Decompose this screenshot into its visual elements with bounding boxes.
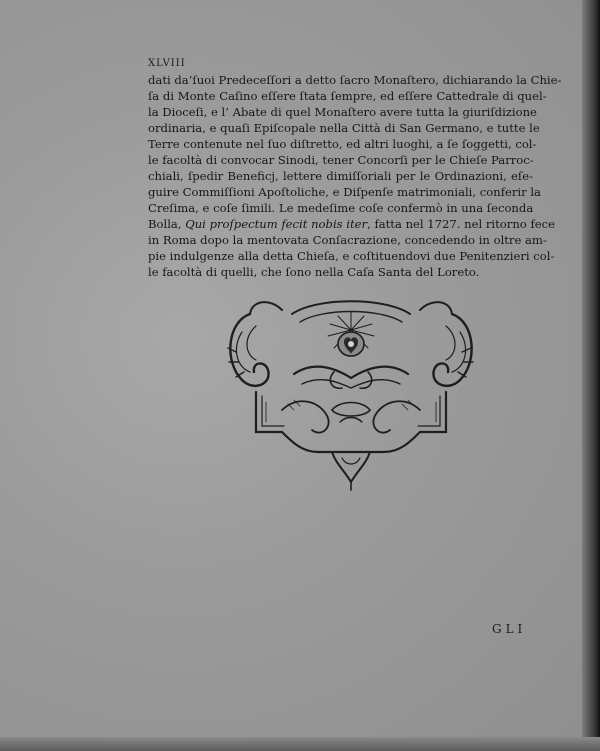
text-line: dati da’ſuoi Predeceſſori a detto ſacro Monaſtero, dichiarando la Chie- — [148, 73, 562, 87]
text-line: pie indulgenze alla detta Chieſa, e coſtituendovi due Penitenzieri col- — [148, 249, 555, 263]
italic-latin-title: Qui proſpectum fecit nobis iter — [185, 217, 368, 231]
page-bottom-edge — [0, 737, 600, 751]
baroque-cartouche-ornament — [222, 292, 480, 492]
text-fragment: Bolla, — [148, 217, 186, 231]
body-paragraph — [148, 72, 562, 280]
text-line: la Dioceſi, e l’ Abate di quel Monaſtero avere tutta la giuriſdizione — [148, 105, 537, 119]
text-line: guire Commiſſioni Apoſtoliche, e Diſpenſe matrimoniali, conferir la — [148, 185, 541, 199]
text-line: le facoltà di quelli, che ſono nella Caſa Santa del Loreto. — [148, 265, 480, 279]
text-line: Creſima, e coſe ſimili. Le medeſime coſe confermò in una ſeconda — [148, 201, 534, 215]
text-line: Terre contenute nel ſuo diſtretto, ed altri luoghi, a ſe ſoggetti, col- — [148, 137, 537, 151]
binding-shadow — [582, 0, 600, 751]
text-line: ordinaria, e quaſi Epiſcopale nella Città di San Germano, e tutte le — [148, 121, 540, 135]
text-line: le facoltà di convocar Sinodi, tener Concorſi per le Chieſe Parroc- — [148, 153, 534, 167]
text-fragment: , fatta nel 1727. nel ritorno fece — [367, 217, 555, 231]
text-line-with-italic — [148, 216, 555, 232]
sacred-heart-medallion — [338, 332, 364, 356]
catchword: GLI — [492, 622, 527, 636]
text-line: ſa di Monte Caſino eſſere ſtata ſempre, ed eſſere Cattedrale di quel- — [148, 89, 547, 103]
page-number: XLVIII — [148, 58, 186, 69]
text-line: chiali, ſpedir Beneficj, lettere dimiſſoriali per le Ordinazioni, eſe- — [148, 169, 533, 183]
text-line: in Roma dopo la mentovata Conſacrazione, concedendo in oltre am- — [148, 233, 547, 247]
